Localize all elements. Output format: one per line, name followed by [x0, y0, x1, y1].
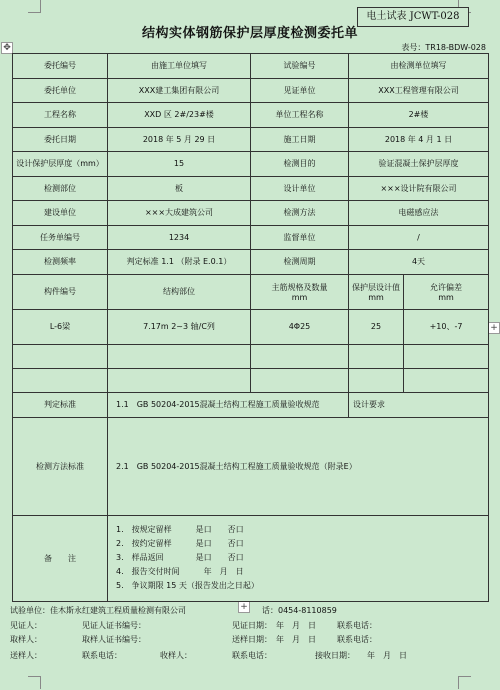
blank-cell[interactable] — [108, 368, 251, 392]
field-value[interactable]: 由施工单位填写 — [108, 54, 251, 79]
method-value[interactable]: 2.1 GB 50204-2015混凝土结构工程施工质量验收规范（附录E） — [108, 417, 489, 515]
cell-tolerance[interactable]: +10、-7 — [404, 309, 489, 344]
field-value[interactable]: XXD 区 2#/23#楼 — [108, 103, 251, 128]
cell-rebar[interactable]: 4Φ25 — [251, 309, 349, 344]
blank-cell[interactable] — [251, 368, 349, 392]
lab-phone: 话：0454-8110859 — [262, 606, 337, 615]
cell-design[interactable]: 25 — [349, 309, 404, 344]
field-value[interactable]: 2018 年 5 月 29 日 — [108, 127, 251, 152]
blank-cell[interactable] — [108, 344, 251, 368]
sender-contact-label: 联系电话： — [82, 651, 122, 660]
field-label: 检测方法 — [251, 201, 349, 226]
witness-date-label: 见证日期： 年 月 日 — [232, 621, 316, 630]
receiver-contact-label: 联系电话： — [232, 651, 272, 660]
receiver-label: 收样人： — [160, 651, 192, 660]
form-stamp: 电土试表 JCWT-028 — [357, 7, 469, 27]
field-value[interactable]: XXX工程管理有限公司 — [349, 78, 489, 103]
info-row — [13, 152, 489, 177]
remark-item[interactable]: 3. 样品返回 是口 否口 — [116, 553, 244, 562]
method-row — [13, 417, 489, 515]
field-label: 检测频率 — [13, 250, 108, 275]
field-label: 监督单位 — [251, 225, 349, 250]
lab-name: 试验单位：佳木斯永红建筑工程质量检测有限公司 — [10, 606, 186, 615]
header-tolerance-label: 允许偏差 — [430, 282, 462, 292]
remark-item[interactable]: 5. 争议期限 15 天（报告发出之日起） — [116, 581, 259, 590]
field-value[interactable]: 15 — [108, 152, 251, 177]
field-value[interactable]: 4天 — [349, 250, 489, 275]
field-label: 委托日期 — [13, 127, 108, 152]
header-tolerance — [404, 274, 489, 309]
field-label: 试验编号 — [251, 54, 349, 79]
field-value[interactable]: 判定标准 1.1 （附录 E.0.1） — [108, 250, 251, 275]
cell-member[interactable]: L-6梁 — [13, 309, 108, 344]
info-row — [13, 201, 489, 226]
field-value[interactable]: 2018 年 4 月 1 日 — [349, 127, 489, 152]
criteria-label: 判定标准 — [13, 392, 108, 417]
field-value[interactable]: XXX建工集团有限公司 — [108, 78, 251, 103]
header-member: 构件编号 — [13, 274, 108, 309]
blank-row — [13, 368, 489, 392]
crop-mark-bottom-left — [28, 676, 41, 689]
design-requirement[interactable]: 设计要求 — [349, 392, 489, 417]
remark-item[interactable]: 2. 按约定留样 是口 否口 — [116, 539, 244, 548]
field-label: 单位工程名称 — [251, 103, 349, 128]
info-row — [13, 54, 489, 79]
remark-item[interactable]: 4. 报告交付时间 年 月 日 — [116, 567, 244, 576]
crop-mark-top-left — [28, 0, 41, 13]
remarks-list — [108, 515, 489, 601]
crop-mark-bottom-right — [458, 676, 471, 689]
field-label: 工程名称 — [13, 103, 108, 128]
info-row — [13, 250, 489, 275]
header-location: 结构部位 — [108, 274, 251, 309]
remarks-row — [13, 515, 489, 601]
form-number: 表号：TR18-BDW-028 — [401, 43, 486, 52]
field-label: 检测周期 — [251, 250, 349, 275]
field-value[interactable]: 1234 — [108, 225, 251, 250]
field-label: 施工日期 — [251, 127, 349, 152]
page-title: 结构实体钢筋保护层厚度检测委托单 — [141, 26, 358, 41]
receive-date-label: 接收日期： 年 月 日 — [315, 651, 407, 660]
measure-header-row — [13, 274, 489, 309]
header-rebar-label: 主筋规格及数量 — [271, 282, 328, 292]
header-rebar — [251, 274, 349, 309]
remark-item[interactable]: 1. 按规定留样 是口 否口 — [116, 525, 244, 534]
blank-cell[interactable] — [13, 368, 108, 392]
info-row — [13, 225, 489, 250]
header-tolerance-unit: mm — [438, 292, 454, 302]
witness-cert-label: 见证人证书编号： — [82, 621, 146, 630]
sender-label: 送样人： — [10, 651, 42, 660]
remarks-label: 备 注 — [13, 515, 108, 601]
field-value[interactable]: ×××大成建筑公司 — [108, 201, 251, 226]
commission-table — [12, 53, 489, 602]
field-value[interactable]: 验证混凝土保护层厚度 — [349, 152, 489, 177]
info-row — [13, 127, 489, 152]
field-label: 任务单编号 — [13, 225, 108, 250]
blank-row — [13, 344, 489, 368]
field-label: 检测目的 — [251, 152, 349, 177]
cell-location[interactable]: 7.17m 2~3 轴/C列 — [108, 309, 251, 344]
sampler-label: 取样人： — [10, 635, 42, 644]
criteria-value[interactable]: 1.1 GB 50204-2015混凝土结构工程施工质量验收规范 — [108, 392, 349, 417]
info-row — [13, 78, 489, 103]
field-label: 设计保护层厚度（mm） — [13, 152, 108, 177]
blank-cell[interactable] — [251, 344, 349, 368]
header-rebar-unit: mm — [291, 292, 308, 302]
blank-cell[interactable] — [349, 368, 404, 392]
header-design-label: 保护层设计值 — [352, 282, 400, 292]
field-value[interactable]: 板 — [108, 176, 251, 201]
add-column-icon[interactable]: + — [488, 322, 500, 334]
criteria-row — [13, 392, 489, 417]
field-label: 设计单位 — [251, 176, 349, 201]
add-row-icon[interactable]: + — [238, 601, 250, 613]
blank-cell[interactable] — [404, 368, 489, 392]
move-handle-icon[interactable]: ✥ — [1, 42, 13, 54]
info-row — [13, 176, 489, 201]
field-label: 委托单位 — [13, 78, 108, 103]
field-value[interactable]: 由检测单位填写 — [349, 54, 489, 79]
field-value[interactable]: ×××设计院有限公司 — [349, 176, 489, 201]
sampler-cert-label: 取样人证书编号： — [82, 635, 146, 644]
witness-label: 见证人： — [10, 621, 42, 630]
witness-contact-label: 联系电话： — [337, 621, 377, 630]
info-row — [13, 103, 489, 128]
field-label: 委托编号 — [13, 54, 108, 79]
header-design — [349, 274, 404, 309]
blank-cell[interactable] — [13, 344, 108, 368]
field-value[interactable]: 电磁感应法 — [349, 201, 489, 226]
field-label: 见证单位 — [251, 78, 349, 103]
sampler-contact-label: 联系电话： — [337, 635, 377, 644]
field-value[interactable]: 2#楼 — [349, 103, 489, 128]
send-date-label: 送样日期： 年 月 日 — [232, 635, 316, 644]
field-label: 建设单位 — [13, 201, 108, 226]
field-value[interactable]: / — [349, 225, 489, 250]
blank-cell[interactable] — [349, 344, 404, 368]
field-label: 检测部位 — [13, 176, 108, 201]
blank-cell[interactable] — [404, 344, 489, 368]
header-design-unit: mm — [368, 292, 384, 302]
measure-row — [13, 309, 489, 344]
method-label: 检测方法标准 — [13, 417, 108, 515]
